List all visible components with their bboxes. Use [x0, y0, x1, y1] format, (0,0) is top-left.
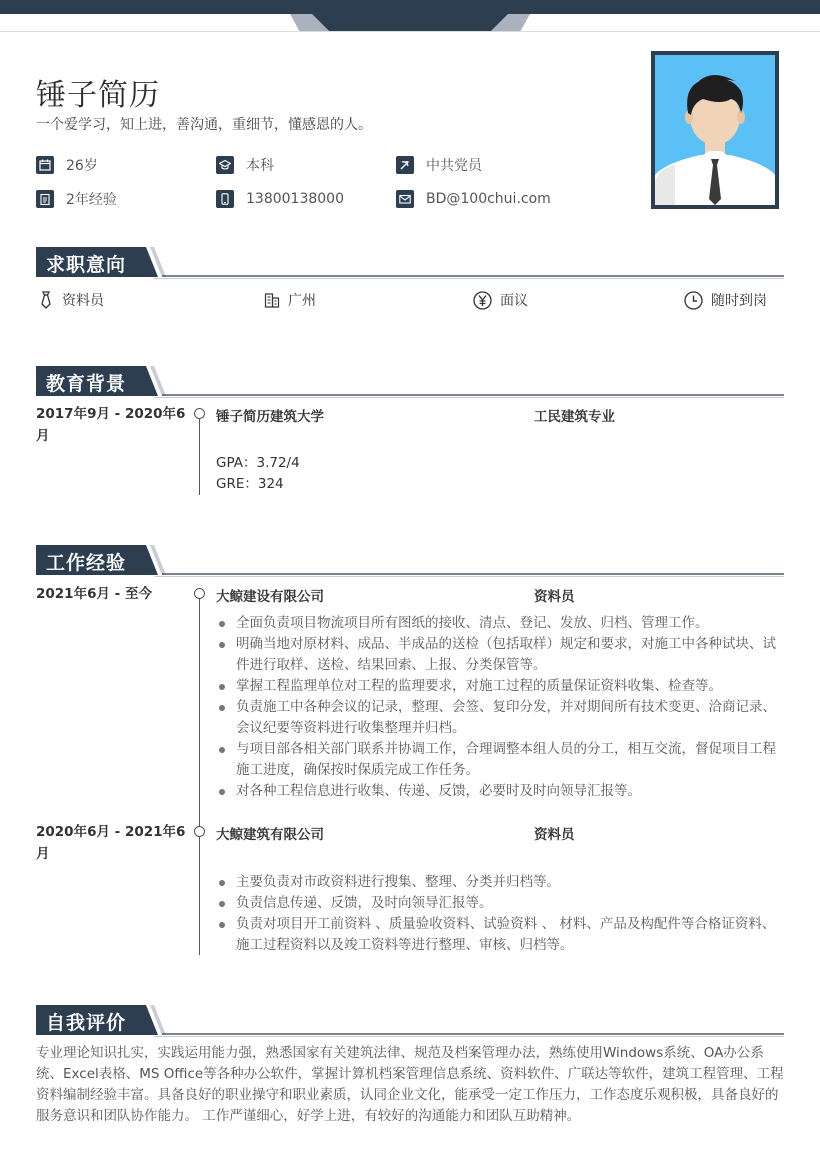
list-item: 对各种工程信息进行收集、传递、反馈，必要时及时向领导汇报等。: [216, 781, 786, 802]
list-item: 与项目部各相关部门联系并协调工作，合理调整本组人员的分工，相互交流，督促项目工程施工进度，确保按时保质完成工作任务。: [216, 739, 786, 781]
phone-value: 13800138000: [246, 191, 344, 207]
resume-name: 锤子简历: [36, 78, 160, 113]
timeline-dot: [194, 826, 205, 837]
education-date: 2017年9月 - 2020年6月: [36, 406, 186, 444]
party-emblem-icon: [396, 156, 414, 174]
work-duties-list: [216, 872, 786, 956]
work-timeline: [199, 590, 200, 955]
email-icon: [396, 190, 414, 208]
timeline-dot: [194, 408, 205, 419]
building-icon: [264, 292, 280, 308]
info-phone: [216, 189, 344, 209]
list-item: 负责信息传递、反馈，及时向领导汇报等。: [216, 893, 786, 914]
avatar-photo: [651, 51, 779, 209]
info-party: [396, 155, 482, 175]
intent-salary-value: 面议: [500, 293, 528, 309]
work-duties-list: [216, 613, 786, 802]
list-item: 负责施工中各种会议的记录，整理、会签、复印分发，并对期间所有技术变更、洽商记录、会议纪要等资料进行收集整理并归档。: [216, 697, 786, 739]
age-value: 26岁: [66, 158, 98, 174]
intent-city-value: 广州: [288, 293, 316, 309]
experience-value: 2年经验: [66, 192, 117, 208]
section-header-education: [36, 366, 784, 398]
clipboard-icon: [36, 190, 54, 208]
section-header-self-eval: [36, 1005, 784, 1037]
section-title-work: 工作经验: [46, 552, 127, 574]
timeline-dot: [194, 588, 205, 599]
work-date: 2020年6月 - 2021年6月: [36, 824, 186, 862]
info-email: [396, 189, 551, 209]
list-item: 负责对项目开工前资料 、质量验收资料、试验资料 、 材料、产品及构配件等合格证资料、施工过程资料以及竣工资料等进行整理、审核、归档等。: [216, 914, 786, 956]
info-degree: [216, 155, 274, 175]
info-experience: [36, 189, 117, 209]
person-avatar-icon: [655, 55, 775, 205]
self-evaluation-text: 专业理论知识扎实，实践运用能力强，熟悉国家有关建筑法律、规范及档案管理办法，熟练使用Windows系统、OA办公系统、Excel表格、MS Office等各种办公软件，掌握计算机档案管理信息系统、资料软件、广联达等软件，建筑工程管理、工程资料编制经验丰富。具备良好的职业操守和职业素质，认同企业文化，能承受一定工作压力，工作态度乐观积极，具备良好的服务意识和团队协作能力。 工作严谨细心，好学上进，有较好的沟通能力和团队互助精神。: [36, 1045, 784, 1124]
top-banner: [0, 0, 820, 32]
work-date: 2021年6月 - 至今: [36, 586, 152, 602]
party-value: 中共党员: [426, 158, 482, 174]
section-title-education: 教育背景: [46, 373, 127, 395]
job-role: 资料员: [534, 589, 575, 605]
intent-position-value: 资料员: [62, 293, 104, 309]
intent-salary: [473, 290, 528, 310]
graduation-cap-icon: [216, 156, 234, 174]
gre-score: GRE：324: [216, 476, 284, 492]
motto: 一个爱学习，知上进，善沟通，重细节，懂感恩的人。: [36, 117, 372, 133]
section-header-intent: [36, 247, 784, 279]
calendar-icon: [36, 156, 54, 174]
tie-icon: [38, 291, 54, 309]
list-item: 主要负责对市政资料进行搜集、整理、分类并归档等。: [216, 872, 786, 893]
intent-availability: [684, 290, 767, 310]
list-item: 明确当地对原材料、成品、半成品的送检（包括取样）规定和要求，对施工中各种试块、试件进行取样、送检、结果回索、上报、分类保管等。: [216, 634, 786, 676]
info-age: [36, 155, 98, 175]
section-title-intent: 求职意向: [46, 254, 127, 276]
gpa-score: GPA：3.72/4: [216, 455, 300, 471]
list-item: 全面负责项目物流项目所有图纸的接收、清点、登记、发放、归档、管理工作。: [216, 613, 786, 634]
phone-icon: [216, 190, 234, 208]
intent-city: [264, 290, 316, 310]
degree-value: 本科: [246, 158, 274, 174]
major-name: 工民建筑专业: [534, 409, 615, 425]
yen-circle-icon: [473, 291, 492, 310]
section-header-work: [36, 545, 784, 577]
email-value: BD@100chui.com: [426, 191, 551, 207]
intent-position: [38, 290, 104, 310]
list-item: 掌握工程监理单位对工程的监理要求，对施工过程的质量保证资料收集、检查等。: [216, 676, 786, 697]
school-name: 锤子简历建筑大学: [216, 409, 324, 425]
section-title-self-eval: 自我评价: [46, 1012, 127, 1034]
intent-availability-value: 随时到岗: [711, 293, 767, 309]
education-timeline: [199, 410, 200, 495]
clock-icon: [684, 291, 703, 310]
company-name: 大鲸建筑有限公司: [216, 827, 324, 843]
job-role: 资料员: [534, 827, 575, 843]
company-name: 大鲸建设有限公司: [216, 589, 324, 605]
